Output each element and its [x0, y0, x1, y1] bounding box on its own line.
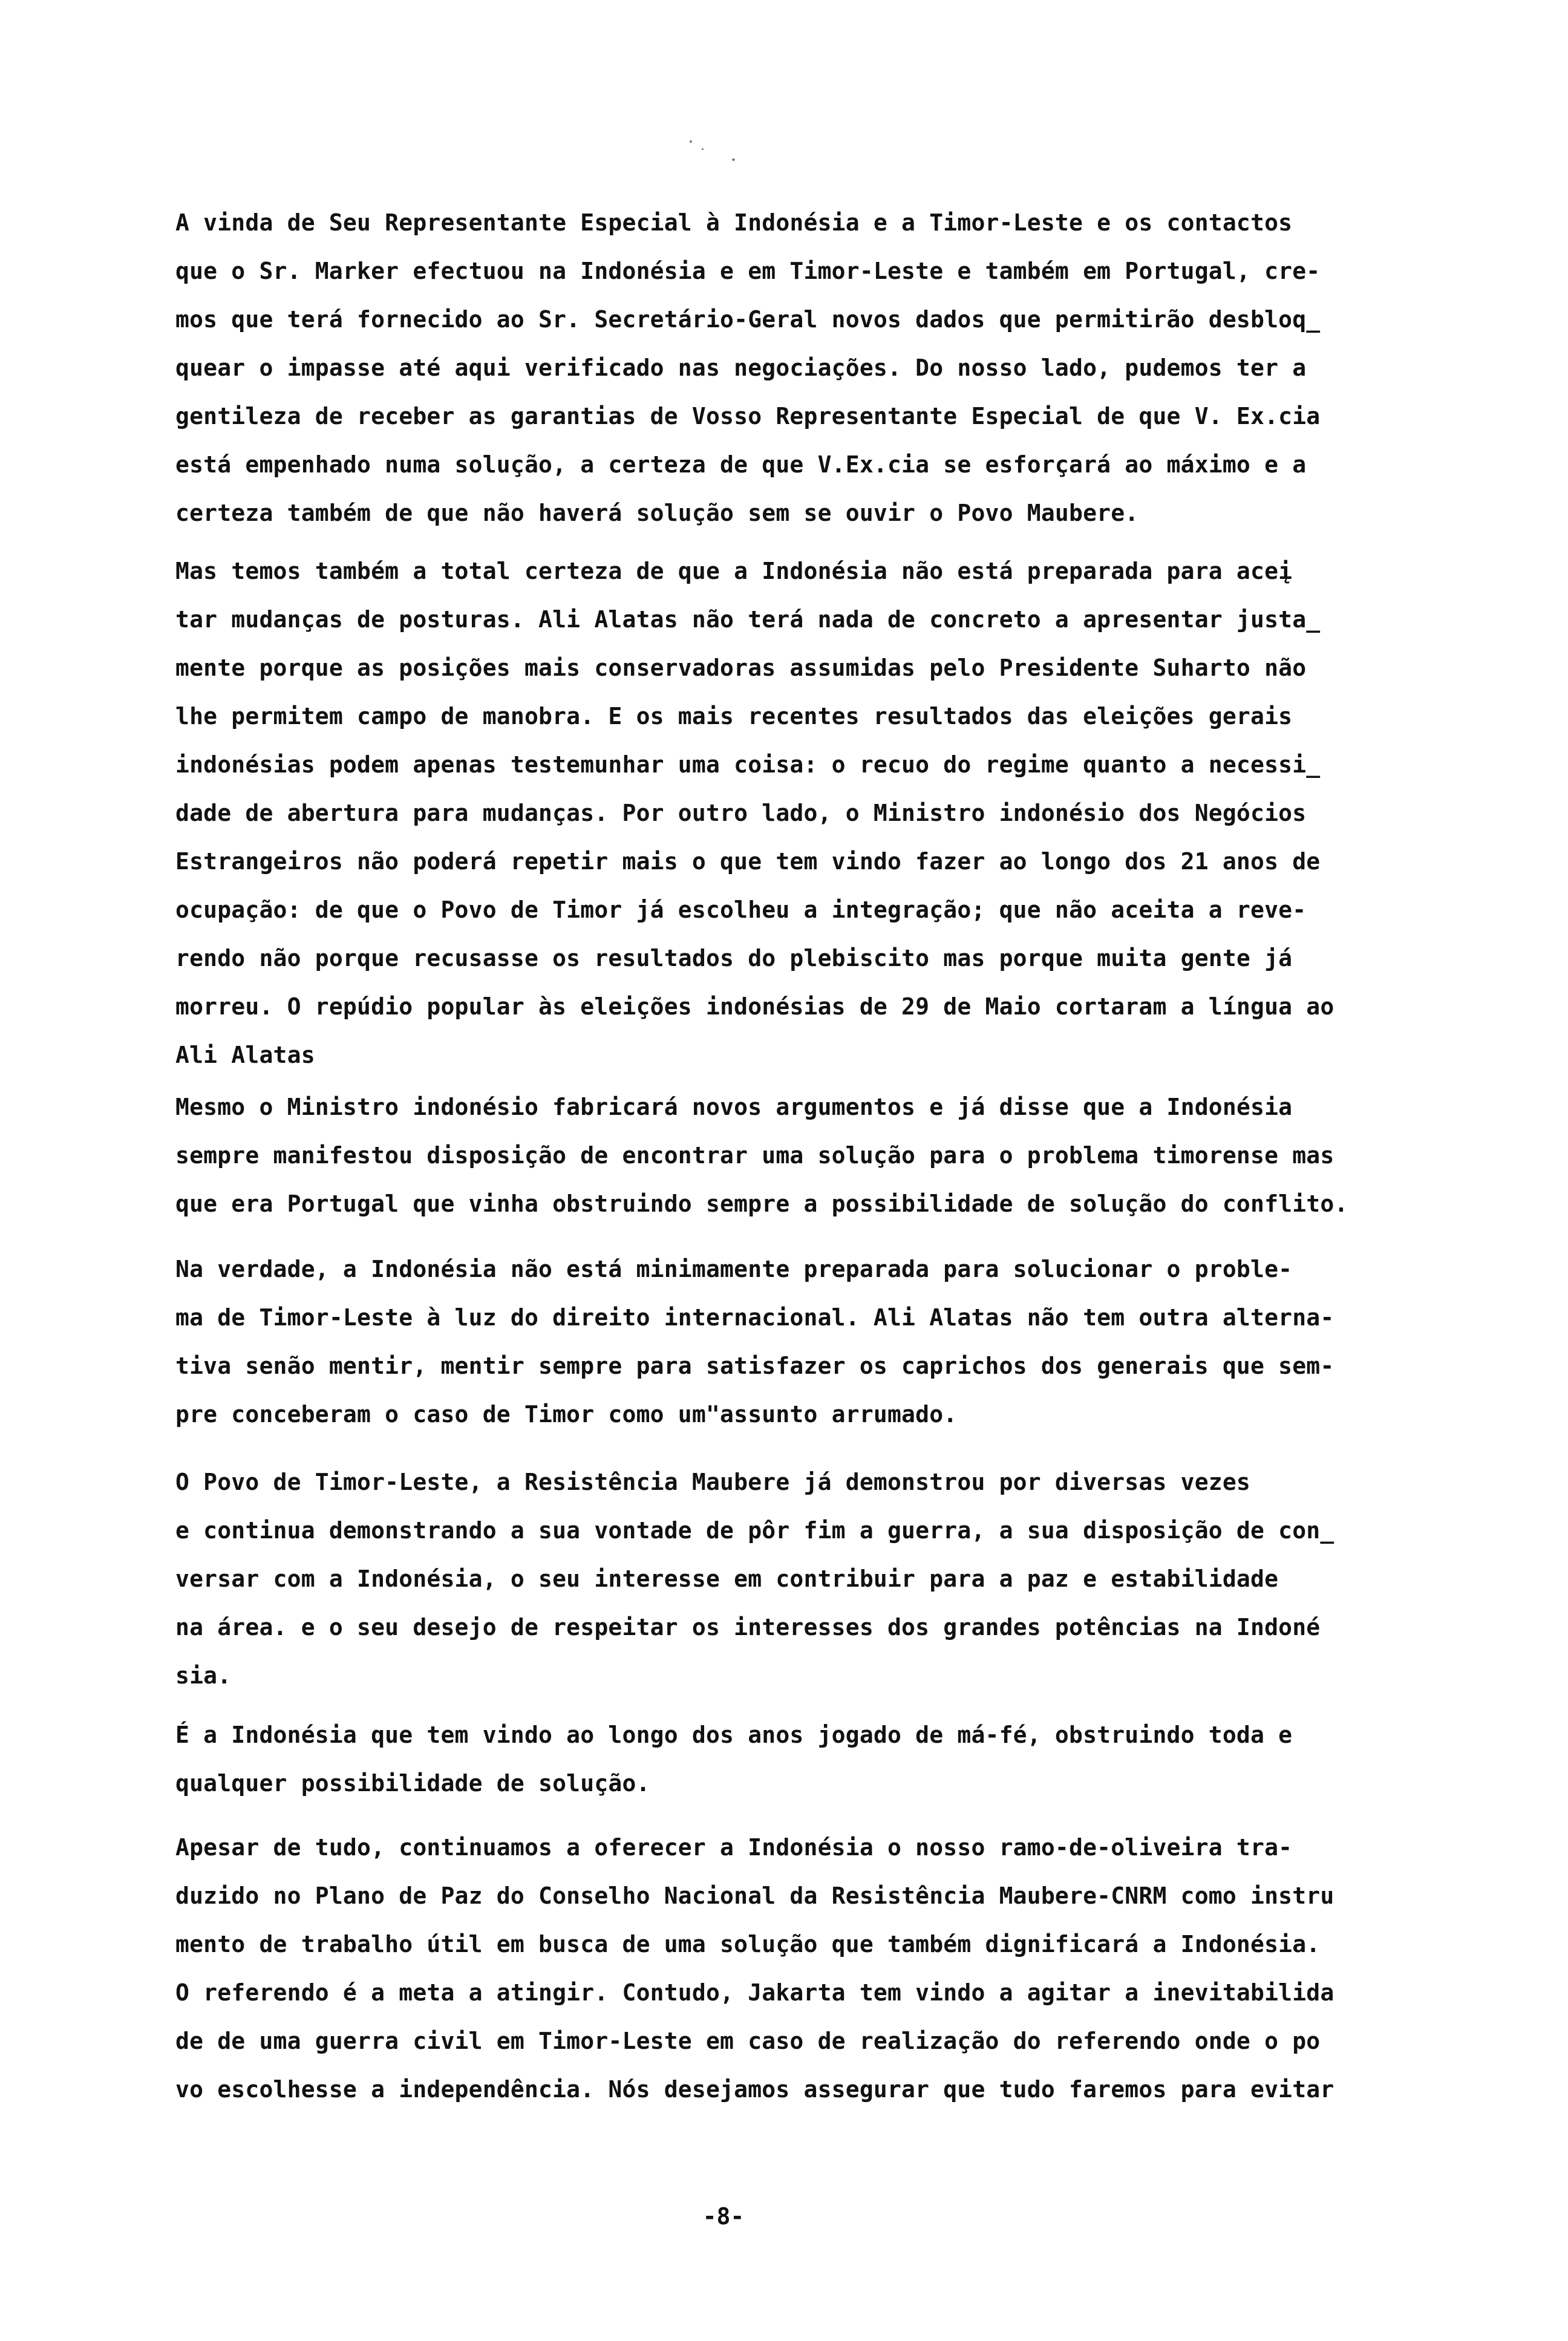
- text-line: mento de trabalho útil em busca de uma solução que também dignificará a Indonésia.: [175, 1931, 1321, 1957]
- text-line: de de uma guerra civil em Timor-Leste em caso de realização do referendo onde o po: [175, 2028, 1321, 2054]
- paragraph-6: [175, 1711, 1434, 1807]
- text-line: versar com a Indonésia, o seu interesse em contribuir para a paz e estabilidade: [175, 1566, 1279, 1592]
- text-line: rendo não porque recusasse os resultados do plebiscito mas porque muita gente já: [175, 945, 1293, 971]
- text-line: ma de Timor-Leste à luz do direito internacional. Ali Alatas não tem outra alterna-: [175, 1304, 1334, 1331]
- page-number: -8-: [702, 2203, 745, 2230]
- text-line: mente porque as posições mais conservadoras assumidas pelo Presidente Suharto não: [175, 655, 1307, 681]
- text-line: vo escolhesse a independência. Nós desejamos assegurar que tudo faremos para evitar: [175, 2076, 1334, 2103]
- scan-speck: [702, 148, 704, 150]
- text-line: Na verdade, a Indonésia não está minimamente preparada para solucionar o proble-: [175, 1256, 1293, 1282]
- paragraph-4: [175, 1245, 1434, 1438]
- text-line: Ali Alatas: [175, 1042, 315, 1068]
- scan-speck: [690, 140, 692, 143]
- text-line: sia.: [175, 1662, 232, 1689]
- text-line: indonésias podem apenas testemunhar uma coisa: o recuo do regime quanto a necessi_: [175, 751, 1321, 778]
- text-line: ocupação: de que o Povo de Timor já escolheu a integração; que não aceita a reve-: [175, 896, 1307, 923]
- text-line: morreu. O repúdio popular às eleições indonésias de 29 de Maio cortaram a língua ao: [175, 993, 1334, 1020]
- text-line: sempre manifestou disposição de encontrar uma solução para o problema timorense mas: [175, 1142, 1334, 1169]
- text-line: tiva senão mentir, mentir sempre para satisfazer os caprichos dos generais que sem-: [175, 1353, 1334, 1379]
- text-line: mos que terá fornecido ao Sr. Secretário-Geral novos dados que permitirão desbloq_: [175, 306, 1321, 333]
- text-line: Mas temos também a total certeza de que a Indonésia não está preparada para aceį: [175, 558, 1293, 584]
- paragraph-1: [175, 198, 1434, 537]
- text-line: Estrangeiros não poderá repetir mais o que tem vindo fazer ao longo dos 21 anos de: [175, 848, 1321, 875]
- text-line: É a Indonésia que tem vindo ao longo dos anos jogado de má-fé, obstruindo toda e: [175, 1722, 1293, 1748]
- text-line: certeza também de que não haverá solução sem se ouvir o Povo Maubere.: [175, 500, 1139, 526]
- text-line: gentileza de receber as garantias de Vosso Representante Especial de que V. Ex.cia: [175, 403, 1321, 429]
- text-line: lhe permitem campo de manobra. E os mais recentes resultados das eleições gerais: [175, 703, 1293, 730]
- text-line: qualquer possibilidade de solução.: [175, 1770, 650, 1797]
- paragraph-3: [175, 1083, 1434, 1228]
- text-line: O referendo é a meta a atingir. Contudo, Jakarta tem vindo a agitar a inevitabilida: [175, 1979, 1334, 2006]
- text-line: está empenhado numa solução, a certeza de que V.Ex.cia se esforçará ao máximo e a: [175, 451, 1307, 478]
- text-line: Apesar de tudo, continuamos a oferecer a Indonésia o nosso ramo-de-oliveira tra-: [175, 1834, 1293, 1861]
- paragraph-7: [175, 1823, 1434, 2114]
- text-line: que o Sr. Marker efectuou na Indonésia e em Timor-Leste e também em Portugal, cre-: [175, 258, 1321, 284]
- text-line: tar mudanças de posturas. Ali Alatas não terá nada de concreto a apresentar justa_: [175, 606, 1321, 633]
- text-line: O Povo de Timor-Leste, a Resistência Maubere já demonstrou por diversas vezes: [175, 1469, 1251, 1495]
- text-line: pre conceberam o caso de Timor como um"assunto arrumado.: [175, 1401, 958, 1428]
- paragraph-2: [175, 547, 1434, 1079]
- text-line: Mesmo o Ministro indonésio fabricará novos argumentos e já disse que a Indonésia: [175, 1094, 1293, 1120]
- text-line: na área. e o seu desejo de respeitar os interesses dos grandes potências na Indoné: [175, 1614, 1321, 1641]
- text-line: quear o impasse até aqui verificado nas negociações. Do nosso lado, pudemos ter a: [175, 354, 1307, 381]
- scan-speck: [732, 158, 735, 161]
- text-line: dade de abertura para mudanças. Por outro lado, o Ministro indonésio dos Negócios: [175, 800, 1307, 826]
- text-line: que era Portugal que vinha obstruindo sempre a possibilidade de solução do conflito.: [175, 1190, 1348, 1217]
- text-line: duzido no Plano de Paz do Conselho Nacional da Resistência Maubere-CNRM como instru: [175, 1882, 1334, 1909]
- paragraph-5: [175, 1458, 1434, 1700]
- text-line: A vinda de Seu Representante Especial à Indonésia e a Timor-Leste e os contactos: [175, 209, 1293, 236]
- text-line: e continua demonstrando a sua vontade de pôr fim a guerra, a sua disposição de con_: [175, 1517, 1334, 1544]
